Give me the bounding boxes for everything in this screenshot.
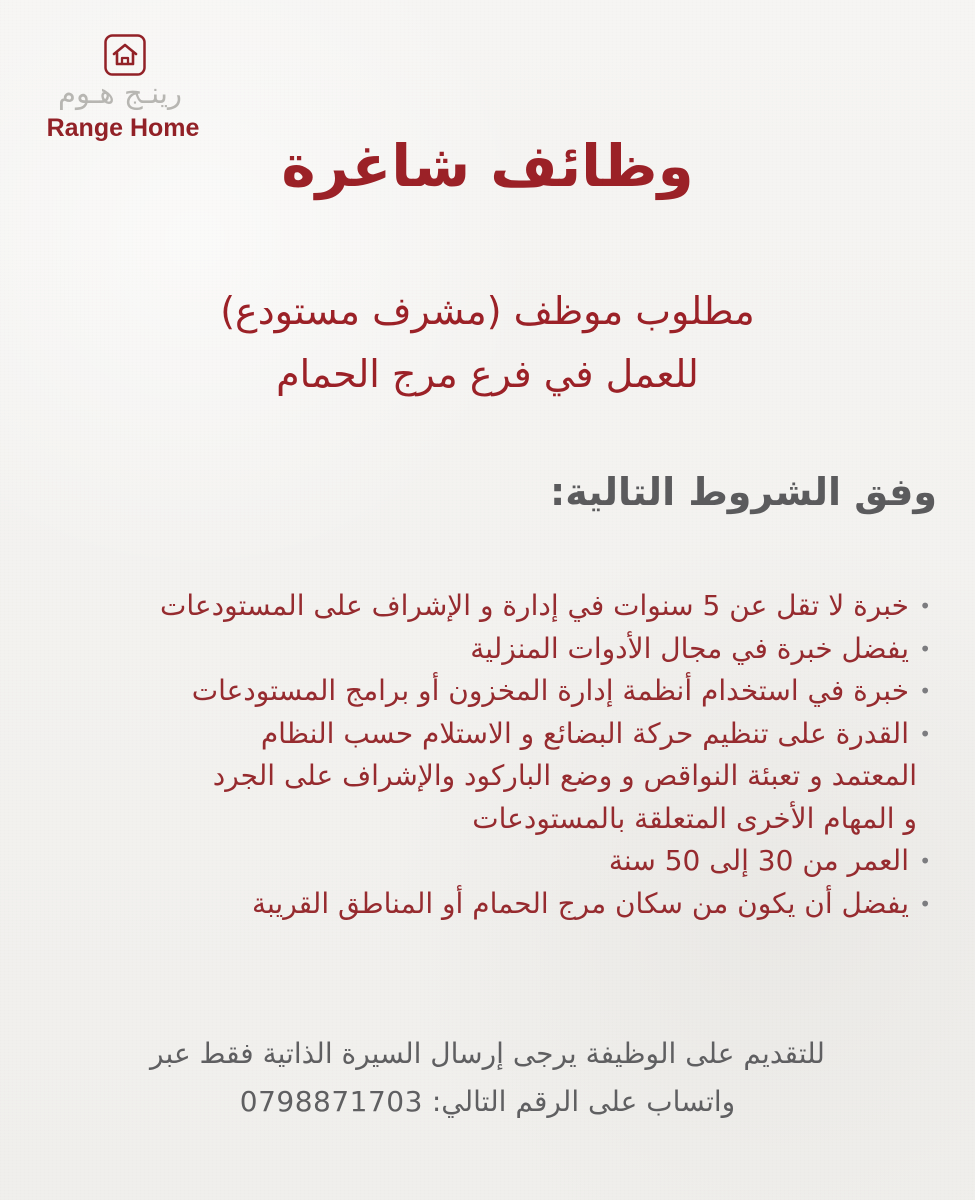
requirement-line: • القدرة على تنظيم حركة البضائع و الاستلام حسب النظام [260,716,909,750]
requirement-line: • خبرة لا تقل عن 5 سنوات في إدارة و الإشراف على المستودعات [160,589,909,622]
house-icon [104,34,146,76]
footer-line-2 [0,1078,975,1126]
job-subtitle [0,280,975,405]
requirement-line: • خبرة في استخدام أنظمة إدارة المخزون أو برامج المستودعات [191,674,909,708]
brand-logo [30,34,220,144]
conditions-heading: وفق الشروط التالية: [550,470,937,514]
subtitle-line-1: مطلوب موظف (مشرف مستودع) [220,289,755,333]
requirement-item [31,840,931,883]
requirement-item [31,628,931,671]
footer-whatsapp-text: واتساب على الرقم التالي: [431,1085,736,1119]
subtitle-line-2: للعمل في فرع مرج الحمام [276,351,699,396]
requirement-item [31,713,931,841]
application-instructions [0,1030,975,1126]
requirements-list [31,585,931,925]
requirement-line: • يفضل أن يكون من سكان مرج الحمام أو المناطق القريبة [251,886,909,920]
requirement-line: • يفضل خبرة في مجال الأدوات المنزلية [470,631,909,665]
phone-number: 0798871703 [239,1085,423,1119]
brand-english-name: Range Home [46,114,200,142]
requirement-line: المعتمد و تعبئة النواقص و وضع الباركود والإشراف على الجرد [212,759,917,793]
brand-arabic-name: رينـج هـوم [58,76,182,110]
requirement-line: • العمر من 30 إلى 50 سنة [608,844,909,878]
footer-line-1: للتقديم على الوظيفة يرجى إرسال السيرة الذاتية فقط عبر [150,1037,825,1070]
requirement-item [31,670,931,713]
requirement-item [31,883,931,926]
requirement-line: و المهام الأخرى المتعلقة بالمستودعات [472,801,917,835]
page-title: وظائف شاغرة [281,132,694,200]
requirement-item [31,585,931,628]
